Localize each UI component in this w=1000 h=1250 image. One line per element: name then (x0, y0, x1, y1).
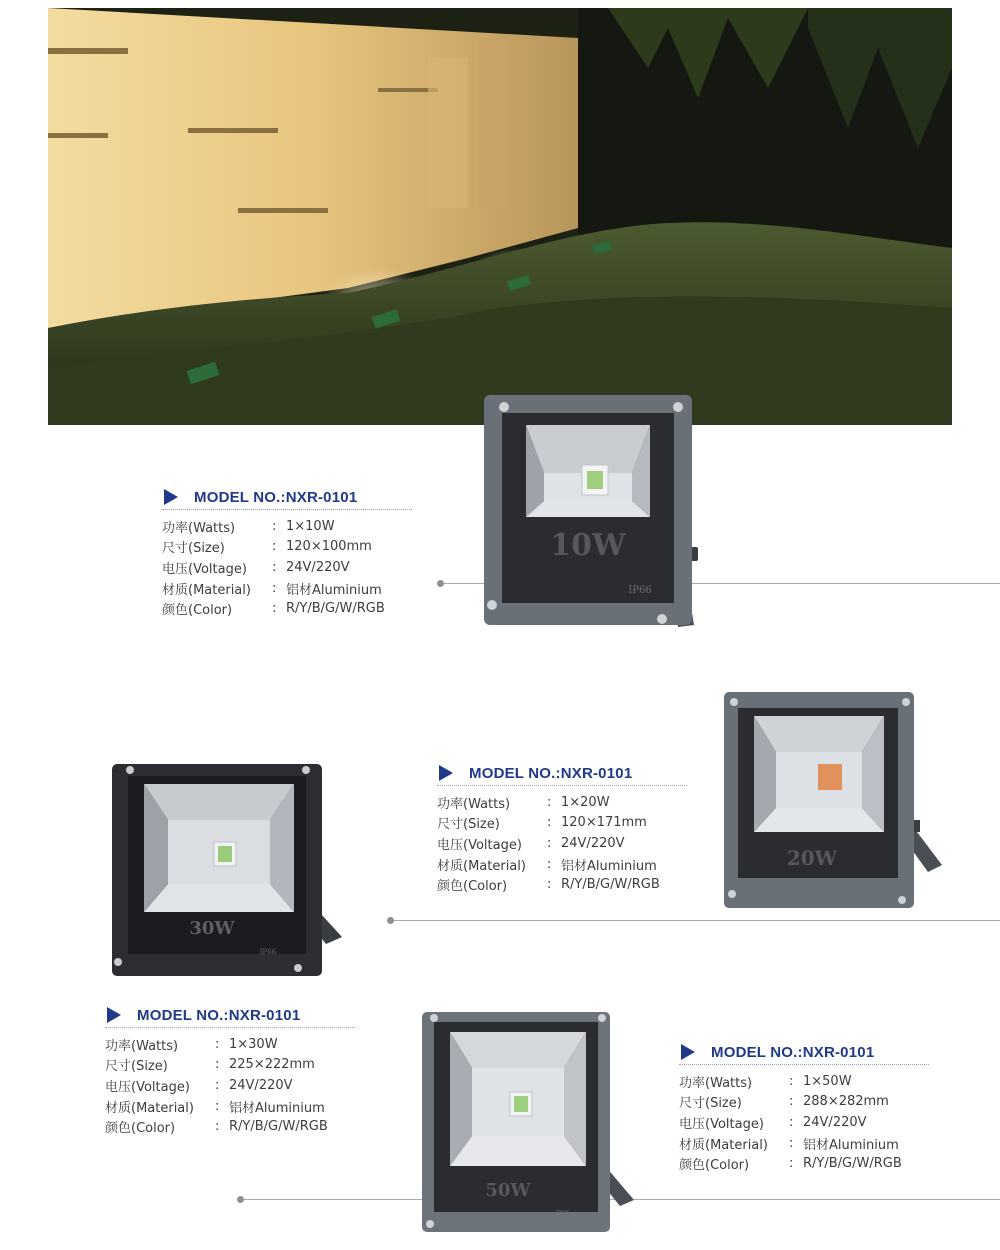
spec-label: 电压(Voltage) (679, 1116, 764, 1132)
spec-header (105, 1006, 355, 1028)
spec-row-watts (437, 792, 687, 813)
lamp-30w-watt-label: 30W (189, 918, 235, 939)
lamp-10w-watt-label: 10W (550, 528, 626, 563)
spec-separator: : (789, 1094, 794, 1110)
spec-row-watts (679, 1071, 929, 1092)
spec-value: R/Y/B/G/W/RGB (229, 1119, 328, 1135)
spec-block-20w (437, 764, 687, 895)
model-number: MODEL NO.:NXR-0101 (711, 1043, 875, 1061)
lamp-20w-image (722, 690, 947, 915)
spec-separator: : (547, 835, 552, 851)
triangle-arrow-icon (107, 1007, 121, 1023)
leader-line-2 (392, 920, 1000, 921)
spec-label: 电压(Voltage) (162, 561, 247, 577)
spec-row-size (162, 537, 412, 558)
spec-row-color (105, 1116, 355, 1137)
spec-value: 铝材Aluminium (229, 1100, 325, 1116)
lamp-50w-watt-label: 50W (485, 1180, 531, 1201)
spec-label: 功率(Watts) (679, 1075, 753, 1091)
model-number: MODEL NO.:NXR-0101 (469, 764, 633, 782)
spec-label: 尺寸(Size) (105, 1059, 168, 1075)
spec-row-color (679, 1153, 929, 1174)
spec-label: 颜色(Color) (162, 603, 233, 619)
spec-row-watts (105, 1034, 355, 1055)
spec-value: 铝材Aluminium (561, 858, 657, 874)
spec-value: 1×20W (561, 794, 610, 810)
spec-label: 电压(Voltage) (437, 837, 522, 853)
spec-header (437, 764, 687, 786)
spec-separator: : (547, 815, 552, 831)
triangle-arrow-icon (681, 1044, 695, 1060)
lamp-50w-ip-label: IP66 (554, 1210, 570, 1217)
leader-dot-3 (237, 1196, 244, 1203)
spec-value: R/Y/B/G/W/RGB (561, 877, 660, 893)
spec-value: 120×171mm (561, 815, 647, 831)
spec-label: 材质(Material) (162, 582, 251, 598)
spec-separator: : (272, 539, 277, 555)
spec-value: 铝材Aluminium (803, 1137, 899, 1153)
spec-value: 24V/220V (803, 1114, 867, 1130)
triangle-arrow-icon (164, 489, 178, 505)
spec-row-voltage (162, 557, 412, 578)
spec-separator: : (272, 559, 277, 575)
spec-row-voltage (679, 1112, 929, 1133)
lamp-30w-image (110, 762, 350, 982)
spec-label: 颜色(Color) (437, 879, 508, 895)
spec-row-watts (162, 516, 412, 537)
spec-separator: : (272, 518, 277, 534)
spec-row-material (437, 854, 687, 875)
spec-value: 1×10W (286, 518, 335, 534)
spec-separator: : (272, 601, 277, 617)
hero-photo (48, 8, 952, 425)
spec-value: R/Y/B/G/W/RGB (803, 1156, 902, 1172)
spec-header (679, 1043, 929, 1065)
spec-label: 功率(Watts) (105, 1038, 179, 1054)
spec-separator: : (215, 1098, 220, 1114)
spec-label: 颜色(Color) (105, 1121, 176, 1137)
spec-row-color (437, 874, 687, 895)
spec-separator: : (789, 1135, 794, 1151)
spec-value: 120×100mm (286, 539, 372, 555)
spec-rows (162, 516, 412, 619)
spec-row-voltage (437, 833, 687, 854)
spec-rows (679, 1071, 929, 1174)
lamp-50w-image (420, 1010, 645, 1235)
garden-wall-night-photo-icon (48, 8, 952, 425)
leader-dot-1 (437, 580, 444, 587)
lamp-30w-ip-label: IP66 (259, 948, 277, 956)
spec-separator: : (789, 1156, 794, 1172)
spec-separator: : (789, 1114, 794, 1130)
spec-label: 功率(Watts) (437, 796, 511, 812)
spec-value: 铝材Aluminium (286, 582, 382, 598)
lamp-10w-ip-label: IP66 (628, 585, 652, 596)
spec-separator: : (547, 856, 552, 872)
spec-value: 288×282mm (803, 1094, 889, 1110)
spec-block-50w (679, 1043, 929, 1174)
spec-row-material (679, 1133, 929, 1154)
spec-separator: : (215, 1119, 220, 1135)
spec-separator: : (215, 1036, 220, 1052)
spec-separator: : (272, 580, 277, 596)
spec-separator: : (547, 794, 552, 810)
spec-label: 材质(Material) (437, 858, 526, 874)
spec-label: 材质(Material) (679, 1137, 768, 1153)
spec-value: 24V/220V (229, 1077, 293, 1093)
leader-dot-2 (387, 917, 394, 924)
spec-label: 尺寸(Size) (437, 817, 500, 833)
spec-value: 1×30W (229, 1036, 278, 1052)
spec-row-size (105, 1055, 355, 1076)
spec-label: 电压(Voltage) (105, 1079, 190, 1095)
lamp-10w-image (482, 393, 702, 633)
spec-row-material (162, 578, 412, 599)
spec-separator: : (215, 1057, 220, 1073)
spec-label: 功率(Watts) (162, 520, 236, 536)
spec-rows (105, 1034, 355, 1137)
spec-rows (437, 792, 687, 895)
lamp-20w-watt-label: 20W (786, 846, 838, 870)
spec-value: 24V/220V (561, 835, 625, 851)
spec-separator: : (215, 1077, 220, 1093)
spec-label: 颜色(Color) (679, 1158, 750, 1174)
spec-row-color (162, 598, 412, 619)
spec-value: 24V/220V (286, 559, 350, 575)
triangle-arrow-icon (439, 765, 453, 781)
spec-row-size (437, 813, 687, 834)
model-number: MODEL NO.:NXR-0101 (137, 1006, 301, 1024)
spec-block-30w (105, 1006, 355, 1137)
spec-value: 1×50W (803, 1073, 852, 1089)
model-number: MODEL NO.:NXR-0101 (194, 488, 358, 506)
spec-value: R/Y/B/G/W/RGB (286, 601, 385, 617)
spec-row-voltage (105, 1075, 355, 1096)
spec-value: 225×222mm (229, 1057, 315, 1073)
spec-separator: : (789, 1073, 794, 1089)
spec-separator: : (547, 877, 552, 893)
spec-label: 尺寸(Size) (162, 541, 225, 557)
lamp-20w-ip-label: IP66 (857, 881, 875, 889)
spec-row-material (105, 1096, 355, 1117)
spec-row-size (679, 1092, 929, 1113)
spec-label: 材质(Material) (105, 1100, 194, 1116)
spec-header (162, 488, 412, 510)
spec-label: 尺寸(Size) (679, 1096, 742, 1112)
spec-block-10w (162, 488, 412, 619)
